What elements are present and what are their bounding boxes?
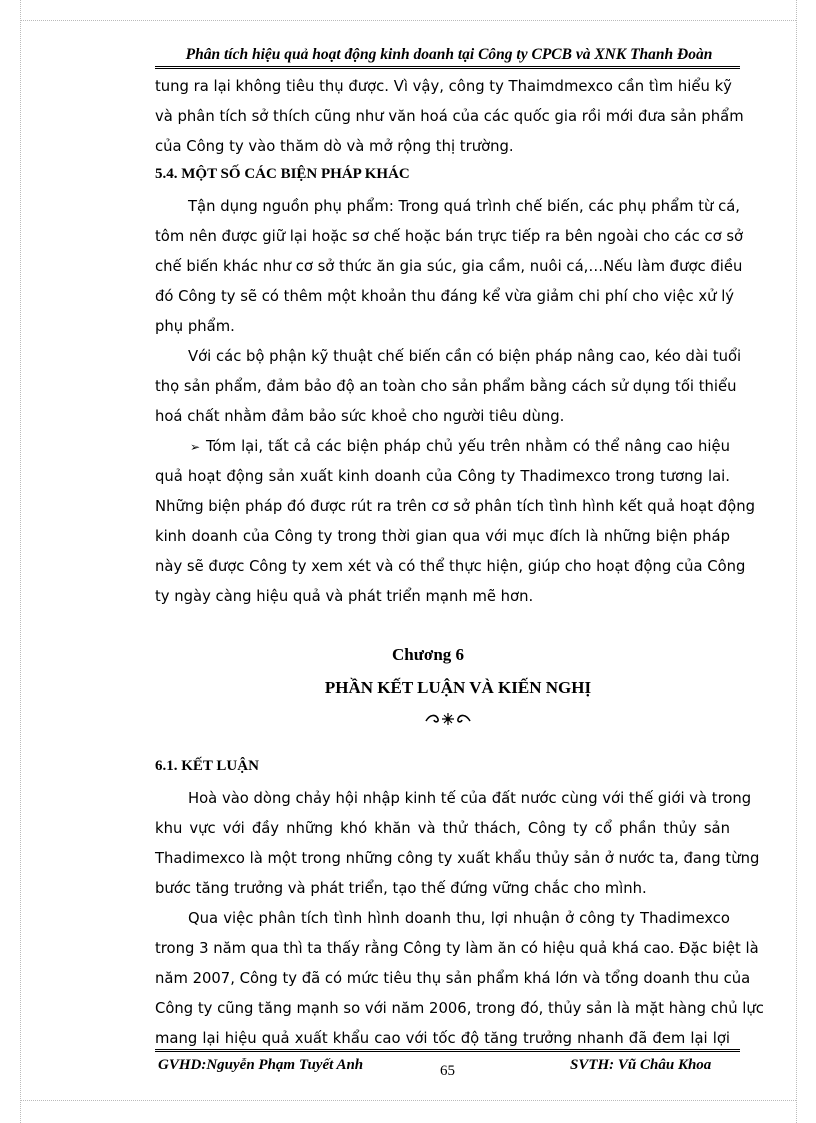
body-line: thọ sản phẩm, đảm bảo độ an toàn cho sản phẩm bằng cách sử dụng tối thiểu — [155, 378, 737, 395]
body-line: bước tăng trưởng và phát triển, tạo thế đứng vững chắc cho mình. — [155, 880, 647, 897]
body-line: mang lại hiệu quả xuất khẩu cao với tốc độ tăng trưởng nhanh đã đem lại lợi — [155, 1030, 730, 1047]
body-line: của Công ty vào thăm dò và mở rộng thị trường. — [155, 138, 514, 155]
ornament-icon — [424, 711, 472, 730]
page-number: 65 — [440, 1063, 455, 1079]
body-line: đó Công ty sẽ có thêm một khoản thu đáng kể vừa giảm chi phí cho việc xử lý — [155, 288, 735, 305]
body-line: trong 3 năm qua thì ta thấy rằng Công ty làm ăn có hiệu quả khá cao. Đặc biệt là — [155, 940, 759, 957]
body-line: Những biện pháp đó được rút ra trên cơ sở phân tích tình hình kết quả hoạt động — [155, 498, 755, 515]
body-line: này sẽ được Công ty xem xét và có thể thực hiện, giúp cho hoạt động của Công — [155, 558, 746, 575]
footer-advisor: GVHD:Nguyễn Phạm Tuyết Anh — [158, 1057, 364, 1073]
body-line: Công ty cũng tăng mạnh so với năm 2006, trong đó, thủy sản là mặt hàng chủ lực — [155, 1000, 764, 1017]
body-line: kinh doanh của Công ty trong thời gian qua với mục đích là những biện pháp — [155, 528, 730, 545]
arrow-bullet-icon: ➢ — [190, 440, 201, 454]
body-line: Hoà vào dòng chảy hội nhập kinh tế của đất nước cùng với thế giới và trong — [188, 790, 752, 807]
page-border-bottom — [20, 1100, 796, 1101]
chapter-title: PHẦN KẾT LUẬN VÀ KIẾN NGHỊ — [324, 678, 592, 697]
footer-student: SVTH: Vũ Châu Khoa — [570, 1057, 712, 1073]
body-line: tôm nên được giữ lại hoặc sơ chế hoặc bán trực tiếp ra bên ngoài cho các cơ sở — [155, 228, 744, 245]
body-line: Với các bộ phận kỹ thuật chế biến cần có biện pháp nâng cao, kéo dài tuổi — [188, 348, 742, 365]
body-line: Thadimexco là một trong những công ty xuất khẩu thủy sản ở nước ta, đang từng — [155, 850, 760, 867]
body-line: phụ phẩm. — [155, 318, 235, 335]
body-line: Tận dụng nguồn phụ phẩm: Trong quá trình chế biến, các phụ phẩm từ cá, — [188, 198, 741, 215]
page-border-right — [796, 0, 797, 1123]
body-line: hoá chất nhằm đảm bảo sức khoẻ cho người tiêu dùng. — [155, 408, 565, 425]
page-border-top — [20, 20, 796, 21]
section-heading-5-4: 5.4. MỘT SỐ CÁC BIỆN PHÁP KHÁC — [155, 166, 410, 182]
footer-rule — [155, 1049, 740, 1052]
body-line: quả hoạt động sản xuất kinh doanh của Công ty Thadimexco trong tương lai. — [155, 468, 730, 485]
running-header: Phân tích hiệu quả hoạt động kinh doanh tại Công ty CPCB và XNK Thanh Đoàn — [185, 46, 713, 63]
body-line: tung ra lại không tiêu thụ được. Vì vậy, công ty Thaimdmexco cần tìm hiểu kỹ — [155, 78, 732, 95]
body-line: chế biến khác như cơ sở thức ăn gia súc, gia cầm, nuôi cá,…Nếu làm được điều — [155, 258, 743, 275]
chapter-number: Chương 6 — [391, 645, 465, 664]
body-line: Qua việc phân tích tình hình doanh thu, lợi nhuận ở công ty Thadimexco — [188, 910, 730, 927]
body-line: năm 2007, Công ty đã có mức tiêu thụ sản phẩm khá lớn và tổng doanh thu của — [155, 970, 751, 987]
body-line: và phân tích sở thích cũng như văn hoá của các quốc gia rồi mới đưa sản phẩm — [155, 108, 744, 125]
body-line: khu vực với đầy những khó khăn và thử thách, Công ty cổ phần thủy sản — [155, 820, 730, 837]
page-border-left — [20, 0, 21, 1123]
body-line: ty ngày càng hiệu quả và phát triển mạnh mẽ hơn. — [155, 588, 534, 605]
body-line: Tóm lại, tất cả các biện pháp chủ yếu trên nhằm có thể nâng cao hiệu — [206, 438, 730, 455]
header-rule — [155, 66, 740, 69]
section-heading-6-1: 6.1. KẾT LUẬN — [155, 758, 259, 774]
